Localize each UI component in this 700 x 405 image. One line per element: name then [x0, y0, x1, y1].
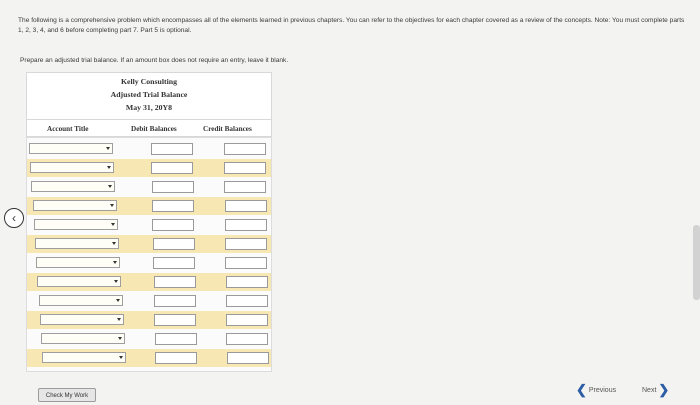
table-row	[27, 254, 271, 272]
credit-input[interactable]	[224, 162, 266, 174]
debit-input[interactable]	[153, 238, 195, 250]
table-row	[27, 311, 271, 329]
account-title-select[interactable]	[37, 276, 121, 287]
chevron-left-icon: ❮	[576, 382, 587, 397]
chevron-down-icon	[119, 356, 123, 359]
debit-input[interactable]	[152, 181, 194, 193]
account-title-select[interactable]	[31, 181, 115, 192]
table-row	[27, 330, 271, 348]
credit-input[interactable]	[226, 276, 268, 288]
debit-input[interactable]	[153, 257, 195, 269]
credit-input[interactable]	[227, 352, 269, 364]
credit-input[interactable]	[225, 257, 267, 269]
account-title-select[interactable]	[41, 333, 125, 344]
table-row	[27, 273, 271, 291]
credit-input[interactable]	[225, 219, 267, 231]
account-title-select[interactable]	[34, 219, 118, 230]
account-title-select[interactable]	[36, 257, 120, 268]
account-title-select[interactable]	[33, 200, 117, 211]
chevron-down-icon	[110, 204, 114, 207]
debit-input[interactable]	[154, 314, 196, 326]
chevron-down-icon	[116, 299, 120, 302]
debit-header: Debit Balances	[131, 125, 177, 133]
chevron-down-icon	[107, 166, 111, 169]
account-title-select[interactable]	[39, 295, 123, 306]
chevron-down-icon	[111, 223, 115, 226]
table-row	[27, 235, 271, 253]
table-row	[27, 140, 271, 158]
trial-balance-grid	[26, 137, 272, 372]
check-my-work-button[interactable]: Check My Work	[38, 388, 96, 402]
credit-input[interactable]	[224, 181, 266, 193]
next-button[interactable]	[642, 381, 682, 399]
debit-input[interactable]	[154, 295, 196, 307]
chevron-down-icon	[118, 337, 122, 340]
statement-date: May 31, 20Y8	[125, 103, 173, 112]
debit-input[interactable]	[154, 276, 196, 288]
debit-input[interactable]	[151, 143, 193, 155]
next-label: Next	[642, 386, 657, 394]
chevron-right-icon: ❯	[658, 382, 670, 397]
chevron-down-icon	[117, 318, 121, 321]
chevron-down-icon	[106, 147, 110, 150]
debit-input[interactable]	[152, 200, 194, 212]
debit-input[interactable]	[155, 333, 197, 345]
column-headers	[26, 119, 272, 137]
chevron-down-icon	[113, 261, 117, 264]
previous-label: Previous	[588, 386, 617, 394]
back-arrow-icon[interactable]: ‹	[4, 208, 24, 228]
table-row	[27, 292, 271, 310]
credit-input[interactable]	[226, 333, 268, 345]
account-title-select[interactable]	[40, 314, 124, 325]
debit-input[interactable]	[152, 219, 194, 231]
statement-title: Adjusted Trial Balance	[110, 90, 188, 99]
table-row	[27, 197, 271, 215]
credit-input[interactable]	[225, 238, 267, 250]
account-title-select[interactable]	[30, 162, 114, 173]
credit-input[interactable]	[226, 314, 268, 326]
account-title-select[interactable]	[29, 143, 113, 154]
table-row	[27, 159, 271, 177]
trial-balance-header	[26, 72, 272, 119]
credit-input[interactable]	[226, 295, 268, 307]
chevron-down-icon	[114, 280, 118, 283]
prepare-instruction: Prepare an adjusted trial balance. If an amount box does not require an entry, leave it blank.	[20, 57, 289, 64]
account-title-header: Account Title	[47, 125, 89, 133]
account-title-select[interactable]	[35, 238, 119, 249]
scrollbar[interactable]	[693, 225, 700, 300]
debit-input[interactable]	[151, 162, 193, 174]
credit-header: Credit Balances	[203, 125, 252, 133]
company-name: Kelly Consulting	[120, 77, 178, 86]
account-title-select[interactable]	[42, 352, 126, 363]
debit-input[interactable]	[155, 352, 197, 364]
credit-input[interactable]	[224, 143, 266, 155]
table-row	[27, 178, 271, 196]
credit-input[interactable]	[225, 200, 267, 212]
table-row	[27, 216, 271, 234]
chevron-down-icon	[108, 185, 112, 188]
previous-button[interactable]	[576, 381, 628, 399]
chevron-down-icon	[112, 242, 116, 245]
table-row	[27, 349, 271, 367]
instructions-text: The following is a comprehensive problem which encompasses all of the elements learned in previous chapters. You can refer to the objectives for each chapter covered as a review of the concepts. Note: You must complete parts 1, 2, 3, 4, and 6 before completing part 7. Part 5 is optional.	[18, 17, 685, 34]
